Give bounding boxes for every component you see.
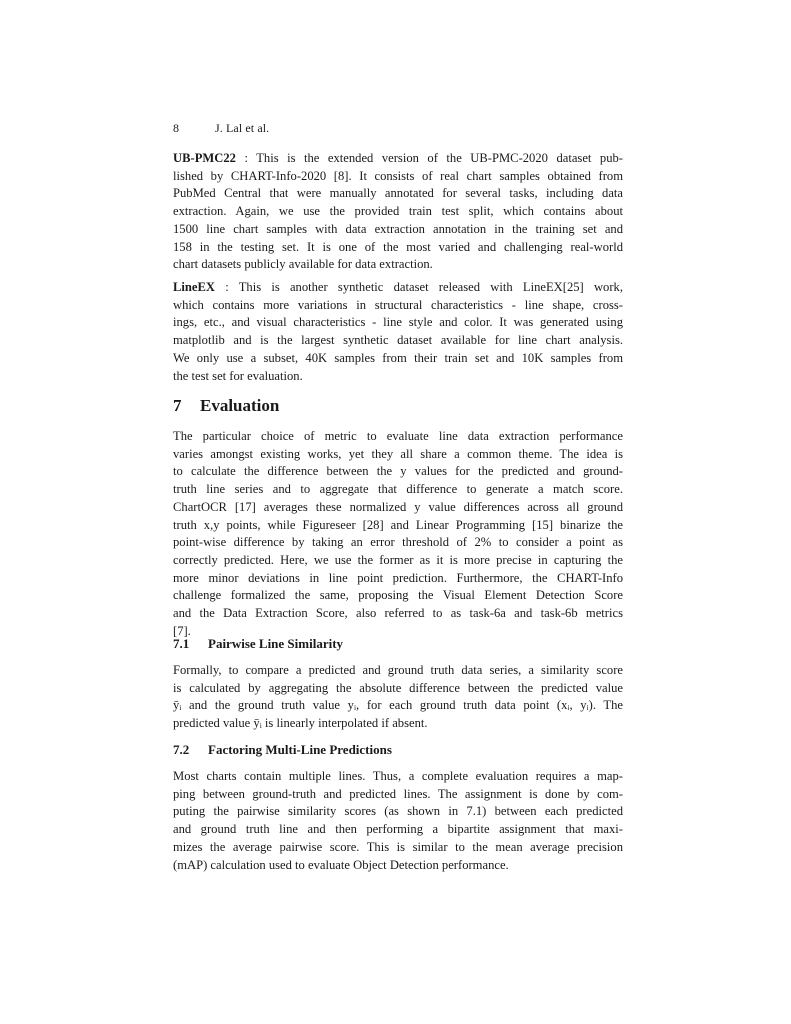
text-line: ings, etc., and visual characteristics - line style and color. It was generated using: [173, 315, 623, 330]
text-line: puting the pairwise similarity scores (as shown in 7.1) between each predicted: [173, 804, 623, 819]
multi-line-paragraph: [173, 768, 623, 874]
section-heading: [173, 396, 279, 416]
running-head-authors: J. Lal et al.: [215, 121, 270, 135]
text-line: truth x,y points, while Figureseer [28] and Linear Programming [15] binarize the: [173, 517, 623, 532]
text-line: more minor deviations in line point prediction. Furthermore, the CHART-Info: [173, 570, 623, 585]
text-line: mizes the average pairwise score. This is similar to the mean average precision: [173, 839, 623, 854]
text-line: correctly predicted. Here, we use the former as it is more precise in capturing the: [173, 552, 623, 567]
text-line: and ground truth line and then performing a bipartite assignment that maxi-: [173, 822, 623, 837]
dataset-lineex-paragraph: [173, 279, 623, 385]
text-line: lished by CHART-Info-2020 [8]. It consists of real chart samples obtained from: [173, 168, 623, 183]
text-line: matplotlib and is the largest synthetic dataset available for line chart analysis.: [173, 333, 623, 348]
text-line: Most charts contain multiple lines. Thus, a complete evaluation requires a map-: [173, 769, 623, 783]
text-line: truth line series and to aggregate that difference to generate a match score.: [173, 482, 623, 497]
text-line: : This is the extended version of the UB-PMC-2020 dataset pub-: [235, 151, 623, 165]
dataset-name: LineEX: [173, 280, 215, 294]
subsection-heading: [173, 742, 392, 758]
text-line: We only use a subset, 40K samples from their train set and 10K samples from: [173, 350, 623, 365]
text-line: which contains more variations in structural characteristics - line shape, cross-: [173, 297, 623, 312]
section-number: 7: [173, 396, 182, 415]
dataset-ubpmc22-paragraph: [173, 150, 623, 274]
text-line: ChartOCR [17] averages these normalized y value differences across all ground: [173, 499, 623, 514]
text-line: predicted value ȳᵢ is linearly interpolated if absent.: [173, 716, 428, 731]
subsection-number: 7.2: [173, 742, 190, 757]
text-line: : This is another synthetic dataset released with LineEX[25] work,: [215, 280, 623, 294]
text-line: Formally, to compare a predicted and ground truth data series, a similarity score: [173, 663, 623, 677]
pairwise-similarity-paragraph: [173, 662, 623, 733]
running-head: [173, 121, 269, 136]
text-line: challenge formalized the same, proposing the Visual Element Detection Score: [173, 588, 623, 603]
text-line: varies amongst existing works, yet they all share a common theme. The idea is: [173, 446, 623, 461]
text-line: [7].: [173, 623, 191, 638]
text-line: point-wise difference by taking an error threshold of 2% to consider a point as: [173, 535, 623, 550]
text-line: extraction. Again, we use the provided train test split, which contains about: [173, 204, 623, 219]
text-line: ȳᵢ and the ground truth value yᵢ, for each ground truth data point (xᵢ, yᵢ). The: [173, 698, 623, 713]
text-line: PubMed Central that were manually annotated for several tasks, including data: [173, 186, 623, 201]
text-line: is calculated by aggregating the absolute difference between the predicted value: [173, 680, 623, 695]
text-line: (mAP) calculation used to evaluate Object Detection performance.: [173, 857, 509, 872]
text-line: The particular choice of metric to evaluate line data extraction performance: [173, 429, 623, 443]
subsection-heading: [173, 636, 343, 652]
subsection-title: Pairwise Line Similarity: [208, 636, 344, 651]
evaluation-paragraph: [173, 428, 623, 640]
text-line: to calculate the difference between the y values for the predicted and ground-: [173, 464, 623, 479]
text-line: ping between ground-truth and predicted lines. The assignment is done by com-: [173, 786, 623, 801]
subsection-title: Factoring Multi-Line Predictions: [208, 742, 392, 757]
text-line: 1500 line chart samples with data extraction annotation in the training set and: [173, 221, 623, 236]
text-line: and the Data Extraction Score, also referred to as task-6a and task-6b metrics: [173, 606, 623, 621]
text-line: the test set for evaluation.: [173, 368, 303, 383]
dataset-name: UB-PMC22: [173, 151, 236, 165]
text-line: chart datasets publicly available for data extraction.: [173, 257, 433, 272]
text-line: 158 in the testing set. It is one of the most varied and challenging real-world: [173, 239, 623, 254]
subsection-number: 7.1: [173, 636, 190, 651]
section-title: Evaluation: [200, 396, 280, 415]
page-number: 8: [173, 121, 180, 135]
